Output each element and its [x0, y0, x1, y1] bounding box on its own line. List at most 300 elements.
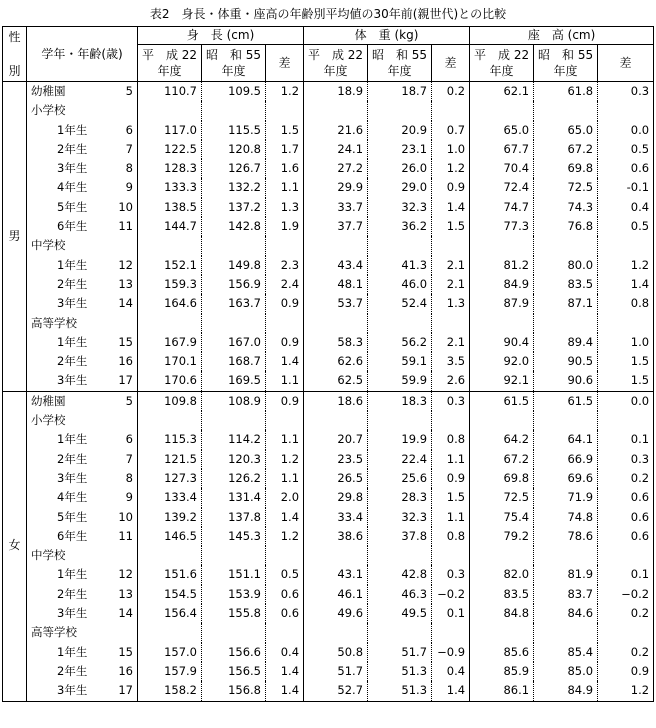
- height-diff-cell: 1.6: [266, 159, 304, 178]
- sitting-past-cell: 69.8: [534, 159, 598, 178]
- height-current-cell: 159.3: [138, 275, 202, 294]
- height-current-cell: 157.9: [138, 662, 202, 681]
- sitting-diff-cell: 0.5: [598, 140, 654, 159]
- sitting-diff-cell: 1.5: [598, 352, 654, 371]
- grade-label: 2年生: [57, 141, 88, 156]
- sitting-current-cell: 84.9: [470, 275, 534, 294]
- grade-label: 2年生: [57, 276, 88, 291]
- age-label: 8: [125, 470, 133, 485]
- sitting-past-cell: 65.0: [534, 121, 598, 140]
- sitting-diff-cell: 0.3: [598, 82, 654, 102]
- grade-label: 1年生: [57, 122, 88, 137]
- weight-current-cell: 29.9: [304, 178, 368, 197]
- row-label: [27, 469, 138, 488]
- height-past-cell: 156.9: [202, 275, 266, 294]
- table-row: [3, 643, 654, 662]
- height-past-cell: 149.8: [202, 256, 266, 275]
- age-label: 6: [125, 432, 133, 447]
- weight-current-cell: 29.8: [304, 488, 368, 507]
- sitting-diff-cell: 1.2: [598, 681, 654, 701]
- height-current-cell: 164.6: [138, 294, 202, 313]
- height-current-cell: 122.5: [138, 140, 202, 159]
- weight-past-cell: 29.0: [368, 178, 432, 197]
- sitting-diff-cell: 0.6: [598, 508, 654, 527]
- weight-past-cell: 19.9: [368, 430, 432, 449]
- height-past-cell: 156.8: [202, 681, 266, 701]
- grade-label: 幼稚園: [31, 393, 66, 408]
- sitting-current-cell: 83.5: [470, 585, 534, 604]
- grade-label: 中学校: [31, 548, 66, 563]
- row-label: [27, 546, 138, 565]
- weight-current-cell: [304, 411, 368, 430]
- weight-current-cell: [304, 546, 368, 565]
- weight-current-cell: [304, 314, 368, 333]
- sitting-current-cell: [470, 623, 534, 642]
- height-past-cell: 132.2: [202, 178, 266, 197]
- height-current-cell: 128.3: [138, 159, 202, 178]
- weight-current-cell: 21.6: [304, 121, 368, 140]
- height-current-cell: 170.6: [138, 371, 202, 391]
- height-past-cell: 126.7: [202, 159, 266, 178]
- row-label: [27, 121, 138, 140]
- weight-current-cell: 46.1: [304, 585, 368, 604]
- height-current-cell: 154.5: [138, 585, 202, 604]
- table-row: [3, 198, 654, 217]
- age-label: 10: [118, 199, 133, 214]
- height-past-cell: [202, 236, 266, 255]
- weight-diff-cell: 0.4: [432, 662, 470, 681]
- grade-label: 2年生: [57, 354, 88, 369]
- height-past-cell: 163.7: [202, 294, 266, 313]
- height-current-cell: [138, 236, 202, 255]
- weight-past-cell: [368, 411, 432, 430]
- row-label: [27, 82, 138, 102]
- age-label: 13: [118, 586, 133, 601]
- age-label: 7: [125, 451, 133, 466]
- sitting-past-cell: [534, 411, 598, 430]
- row-label: [27, 101, 138, 120]
- sitting-diff-cell: 0.3: [598, 450, 654, 469]
- age-label: 8: [125, 161, 133, 176]
- row-label: [27, 488, 138, 507]
- weight-past-cell: 51.7: [368, 643, 432, 662]
- weight-current-header: 平 成 22年度: [304, 45, 368, 82]
- sitting-diff-cell: 0.2: [598, 643, 654, 662]
- row-label: [27, 623, 138, 642]
- sitting-current-cell: 92.0: [470, 352, 534, 371]
- weight-diff-cell: 3.5: [432, 352, 470, 371]
- table-row: [3, 508, 654, 527]
- weight-past-cell: 51.3: [368, 681, 432, 701]
- weight-past-cell: 26.0: [368, 159, 432, 178]
- row-label: [27, 527, 138, 546]
- height-diff-cell: 0.9: [266, 294, 304, 313]
- age-label: 11: [118, 219, 133, 234]
- grade-label: 3年生: [57, 470, 88, 485]
- sitting-current-cell: [470, 236, 534, 255]
- row-label: [27, 140, 138, 159]
- height-past-cell: 169.5: [202, 371, 266, 391]
- sitting-past-cell: 87.1: [534, 294, 598, 313]
- sitting-past-cell: 74.3: [534, 198, 598, 217]
- sitting-past-cell: 90.6: [534, 371, 598, 391]
- weight-past-cell: 49.5: [368, 604, 432, 623]
- weight-past-cell: 59.1: [368, 352, 432, 371]
- row-label: [27, 450, 138, 469]
- weight-diff-cell: 1.4: [432, 681, 470, 701]
- weight-current-cell: 26.5: [304, 469, 368, 488]
- weight-past-cell: 46.3: [368, 585, 432, 604]
- row-label: [27, 256, 138, 275]
- height-past-cell: [202, 101, 266, 120]
- row-label: [27, 294, 138, 313]
- sitting-current-cell: 77.3: [470, 217, 534, 236]
- height-diff-cell: 1.1: [266, 178, 304, 197]
- height-past-cell: 168.7: [202, 352, 266, 371]
- weight-past-cell: 32.3: [368, 198, 432, 217]
- height-diff-cell: [266, 101, 304, 120]
- weight-current-cell: 52.7: [304, 681, 368, 701]
- sitting-current-cell: 67.7: [470, 140, 534, 159]
- weight-diff-cell: 0.9: [432, 469, 470, 488]
- table-row: [3, 121, 654, 140]
- sitting-diff-cell: 1.4: [598, 275, 654, 294]
- height-current-cell: [138, 314, 202, 333]
- weight-diff-cell: [432, 623, 470, 642]
- table-row: [3, 333, 654, 352]
- sitting-past-cell: 61.5: [534, 391, 598, 411]
- weight-current-cell: 53.7: [304, 294, 368, 313]
- table-row: [3, 236, 654, 255]
- weight-past-cell: [368, 236, 432, 255]
- sitting-current-cell: 84.8: [470, 604, 534, 623]
- row-label: [27, 643, 138, 662]
- age-label: 6: [125, 122, 133, 137]
- grade-age-header: 学年・年齢(歳): [27, 27, 138, 82]
- weight-current-cell: 62.5: [304, 371, 368, 391]
- height-diff-cell: 1.3: [266, 198, 304, 217]
- grade-label: 3年生: [57, 296, 88, 311]
- weight-diff-cell: 1.1: [432, 450, 470, 469]
- weight-header: 体 重 (kg): [304, 27, 470, 45]
- sitting-past-cell: 90.5: [534, 352, 598, 371]
- height-diff-cell: 0.6: [266, 604, 304, 623]
- weight-diff-cell: [432, 546, 470, 565]
- age-label: 15: [118, 334, 133, 349]
- sitting-current-cell: 85.9: [470, 662, 534, 681]
- sitting-current-cell: 74.7: [470, 198, 534, 217]
- height-current-cell: [138, 411, 202, 430]
- weight-diff-cell: 1.2: [432, 159, 470, 178]
- sitting-current-cell: 70.4: [470, 159, 534, 178]
- weight-diff-cell: 2.6: [432, 371, 470, 391]
- row-label: [27, 508, 138, 527]
- height-diff-cell: 1.5: [266, 121, 304, 140]
- age-label: 15: [118, 644, 133, 659]
- weight-diff-cell: [432, 314, 470, 333]
- weight-past-cell: 52.4: [368, 294, 432, 313]
- weight-diff-cell: 0.3: [432, 391, 470, 411]
- height-past-cell: 115.5: [202, 121, 266, 140]
- weight-current-cell: [304, 101, 368, 120]
- height-diff-cell: 1.4: [266, 352, 304, 371]
- weight-diff-cell: 0.9: [432, 178, 470, 197]
- table-row: [3, 101, 654, 120]
- height-current-cell: 117.0: [138, 121, 202, 140]
- sitting-diff-cell: [598, 623, 654, 642]
- sitting-current-cell: 79.2: [470, 527, 534, 546]
- row-label: [27, 275, 138, 294]
- sitting-current-cell: [470, 314, 534, 333]
- row-label: [27, 178, 138, 197]
- sitting-current-cell: [470, 546, 534, 565]
- height-past-cell: 120.8: [202, 140, 266, 159]
- weight-past-cell: 18.3: [368, 391, 432, 411]
- height-past-cell: 156.5: [202, 662, 266, 681]
- height-past-cell: 142.8: [202, 217, 266, 236]
- weight-current-cell: 20.7: [304, 430, 368, 449]
- height-past-cell: 131.4: [202, 488, 266, 507]
- weight-current-cell: 62.6: [304, 352, 368, 371]
- weight-diff-cell: [432, 236, 470, 255]
- height-current-cell: 127.3: [138, 469, 202, 488]
- table-row: [3, 275, 654, 294]
- age-label: 9: [125, 180, 133, 195]
- sitting-current-cell: 85.6: [470, 643, 534, 662]
- row-label: [27, 352, 138, 371]
- sitting-past-cell: 67.2: [534, 140, 598, 159]
- grade-label: 6年生: [57, 219, 88, 234]
- height-diff-cell: 0.5: [266, 565, 304, 584]
- weight-diff-cell: [432, 101, 470, 120]
- height-past-cell: 114.2: [202, 430, 266, 449]
- sitting-current-cell: 75.4: [470, 508, 534, 527]
- table-row: [3, 217, 654, 236]
- weight-diff-cell: 0.1: [432, 604, 470, 623]
- sitting-diff-cell: 0.1: [598, 565, 654, 584]
- table-row: [3, 585, 654, 604]
- sitting-diff-cell: 0.5: [598, 217, 654, 236]
- sitting-current-cell: 69.8: [470, 469, 534, 488]
- height-diff-cell: [266, 546, 304, 565]
- row-label: [27, 585, 138, 604]
- sitting-past-cell: 69.6: [534, 469, 598, 488]
- grade-label: 3年生: [57, 606, 88, 621]
- weight-diff-cell: 1.3: [432, 294, 470, 313]
- height-past-cell: 155.8: [202, 604, 266, 623]
- weight-diff-cell: 0.7: [432, 121, 470, 140]
- sitting-diff-cell: [598, 546, 654, 565]
- sitting-diff-cell: 0.0: [598, 121, 654, 140]
- sex-header-top: 性: [8, 30, 21, 44]
- sitting-diff-cell: -0.1: [598, 178, 654, 197]
- weight-diff-cell: 0.3: [432, 565, 470, 584]
- weight-past-cell: 18.7: [368, 82, 432, 102]
- row-label: [27, 565, 138, 584]
- weight-past-header: 昭 和 55年度: [368, 45, 432, 82]
- weight-past-cell: [368, 314, 432, 333]
- weight-current-cell: [304, 236, 368, 255]
- row-label: [27, 314, 138, 333]
- height-current-cell: 151.6: [138, 565, 202, 584]
- age-label: 12: [118, 567, 133, 582]
- comparison-table: [2, 26, 654, 702]
- height-current-cell: 158.2: [138, 681, 202, 701]
- weight-current-cell: 38.6: [304, 527, 368, 546]
- table-row: [3, 294, 654, 313]
- age-label: 7: [125, 141, 133, 156]
- sitting-past-cell: 74.8: [534, 508, 598, 527]
- table-row: [3, 178, 654, 197]
- sitting-past-cell: 85.4: [534, 643, 598, 662]
- height-diff-cell: 2.0: [266, 488, 304, 507]
- sitting-diff-cell: 1.5: [598, 371, 654, 391]
- sitting-current-cell: 87.9: [470, 294, 534, 313]
- sitting-past-cell: 64.1: [534, 430, 598, 449]
- age-label: 9: [125, 490, 133, 505]
- weight-past-cell: 22.4: [368, 450, 432, 469]
- weight-current-cell: 43.4: [304, 256, 368, 275]
- height-current-cell: 167.9: [138, 333, 202, 352]
- table-row: [3, 391, 654, 411]
- weight-current-cell: 23.5: [304, 450, 368, 469]
- height-diff-cell: 0.4: [266, 643, 304, 662]
- height-current-cell: 133.4: [138, 488, 202, 507]
- weight-diff-cell: 1.0: [432, 140, 470, 159]
- weight-current-cell: [304, 623, 368, 642]
- height-current-cell: 139.2: [138, 508, 202, 527]
- grade-label: 2年生: [57, 586, 88, 601]
- row-label: [27, 217, 138, 236]
- weight-past-cell: 36.2: [368, 217, 432, 236]
- height-past-cell: 151.1: [202, 565, 266, 584]
- height-current-cell: [138, 623, 202, 642]
- grade-label: 6年生: [57, 528, 88, 543]
- sitting-current-cell: 82.0: [470, 565, 534, 584]
- sitting-diff-cell: [598, 411, 654, 430]
- sitting-current-cell: 72.4: [470, 178, 534, 197]
- height-past-cell: [202, 546, 266, 565]
- height-current-cell: [138, 101, 202, 120]
- sitting-past-header: 昭 和 55年度: [534, 45, 598, 82]
- grade-label: 1年生: [57, 334, 88, 349]
- height-past-cell: [202, 314, 266, 333]
- table-row: [3, 371, 654, 391]
- grade-label: 小学校: [31, 103, 66, 118]
- table-row: [3, 604, 654, 623]
- height-current-cell: 157.0: [138, 643, 202, 662]
- sitting-diff-cell: [598, 101, 654, 120]
- sitting-diff-cell: 0.4: [598, 198, 654, 217]
- height-diff-cell: 1.4: [266, 662, 304, 681]
- sitting-diff-cell: 0.8: [598, 294, 654, 313]
- height-header: 身 長 (cm): [138, 27, 304, 45]
- height-diff-cell: 1.2: [266, 527, 304, 546]
- height-current-cell: 152.1: [138, 256, 202, 275]
- weight-diff-cell: 1.5: [432, 217, 470, 236]
- sitting-current-cell: 67.2: [470, 450, 534, 469]
- sitting-past-cell: 78.6: [534, 527, 598, 546]
- sitting-past-cell: [534, 314, 598, 333]
- height-diff-cell: 2.3: [266, 256, 304, 275]
- sitting-current-cell: 61.5: [470, 391, 534, 411]
- grade-label: 2年生: [57, 663, 88, 678]
- table-row: [3, 82, 654, 102]
- grade-label: 高等学校: [31, 625, 77, 640]
- height-diff-cell: 1.1: [266, 469, 304, 488]
- height-current-cell: 170.1: [138, 352, 202, 371]
- table-row: [3, 546, 654, 565]
- grade-label: 2年生: [57, 451, 88, 466]
- sitting-diff-cell: 0.6: [598, 527, 654, 546]
- age-label: 11: [118, 528, 133, 543]
- sitting-past-cell: [534, 236, 598, 255]
- sitting-past-cell: 83.7: [534, 585, 598, 604]
- header-row-1: [3, 27, 654, 45]
- sitting-past-cell: [534, 101, 598, 120]
- age-label: 17: [118, 373, 133, 388]
- height-diff-cell: 1.1: [266, 430, 304, 449]
- row-label: [27, 236, 138, 255]
- grade-label: 幼稚園: [31, 84, 66, 98]
- height-current-cell: 115.3: [138, 430, 202, 449]
- sitting-height-header: 座 高 (cm): [470, 27, 654, 45]
- age-label: 5: [125, 84, 133, 98]
- sitting-current-cell: 90.4: [470, 333, 534, 352]
- weight-diff-cell: 2.1: [432, 256, 470, 275]
- height-diff-cell: 1.2: [266, 82, 304, 102]
- grade-label: 5年生: [57, 199, 88, 214]
- table-row: [3, 469, 654, 488]
- weight-diff-cell: −0.9: [432, 643, 470, 662]
- weight-past-cell: [368, 546, 432, 565]
- height-diff-cell: [266, 411, 304, 430]
- height-past-cell: 167.0: [202, 333, 266, 352]
- weight-diff-cell: 1.1: [432, 508, 470, 527]
- height-current-cell: 110.7: [138, 82, 202, 102]
- height-diff-cell: 1.4: [266, 681, 304, 701]
- grade-label: 小学校: [31, 413, 66, 428]
- grade-label: 1年生: [57, 432, 88, 447]
- sitting-diff-cell: 1.2: [598, 256, 654, 275]
- weight-past-cell: 51.3: [368, 662, 432, 681]
- grade-label: 3年生: [57, 683, 88, 698]
- row-label: [27, 430, 138, 449]
- weight-past-cell: 46.0: [368, 275, 432, 294]
- height-past-cell: 120.3: [202, 450, 266, 469]
- age-label: 14: [118, 296, 133, 311]
- weight-past-cell: [368, 623, 432, 642]
- age-label: 10: [118, 509, 133, 524]
- weight-current-cell: 58.3: [304, 333, 368, 352]
- sitting-current-cell: 72.5: [470, 488, 534, 507]
- age-label: 14: [118, 606, 133, 621]
- height-past-cell: 126.2: [202, 469, 266, 488]
- sitting-diff-cell: 0.6: [598, 488, 654, 507]
- sitting-diff-cell: 0.1: [598, 430, 654, 449]
- weight-diff-cell: 0.8: [432, 527, 470, 546]
- grade-label: 5年生: [57, 509, 88, 524]
- weight-past-cell: 42.8: [368, 565, 432, 584]
- weight-past-cell: 59.9: [368, 371, 432, 391]
- row-label: [27, 681, 138, 701]
- height-diff-header: 差: [266, 45, 304, 82]
- height-diff-cell: 0.9: [266, 333, 304, 352]
- sitting-past-cell: 66.9: [534, 450, 598, 469]
- weight-diff-cell: [432, 411, 470, 430]
- sitting-diff-cell: −0.2: [598, 585, 654, 604]
- weight-past-cell: 41.3: [368, 256, 432, 275]
